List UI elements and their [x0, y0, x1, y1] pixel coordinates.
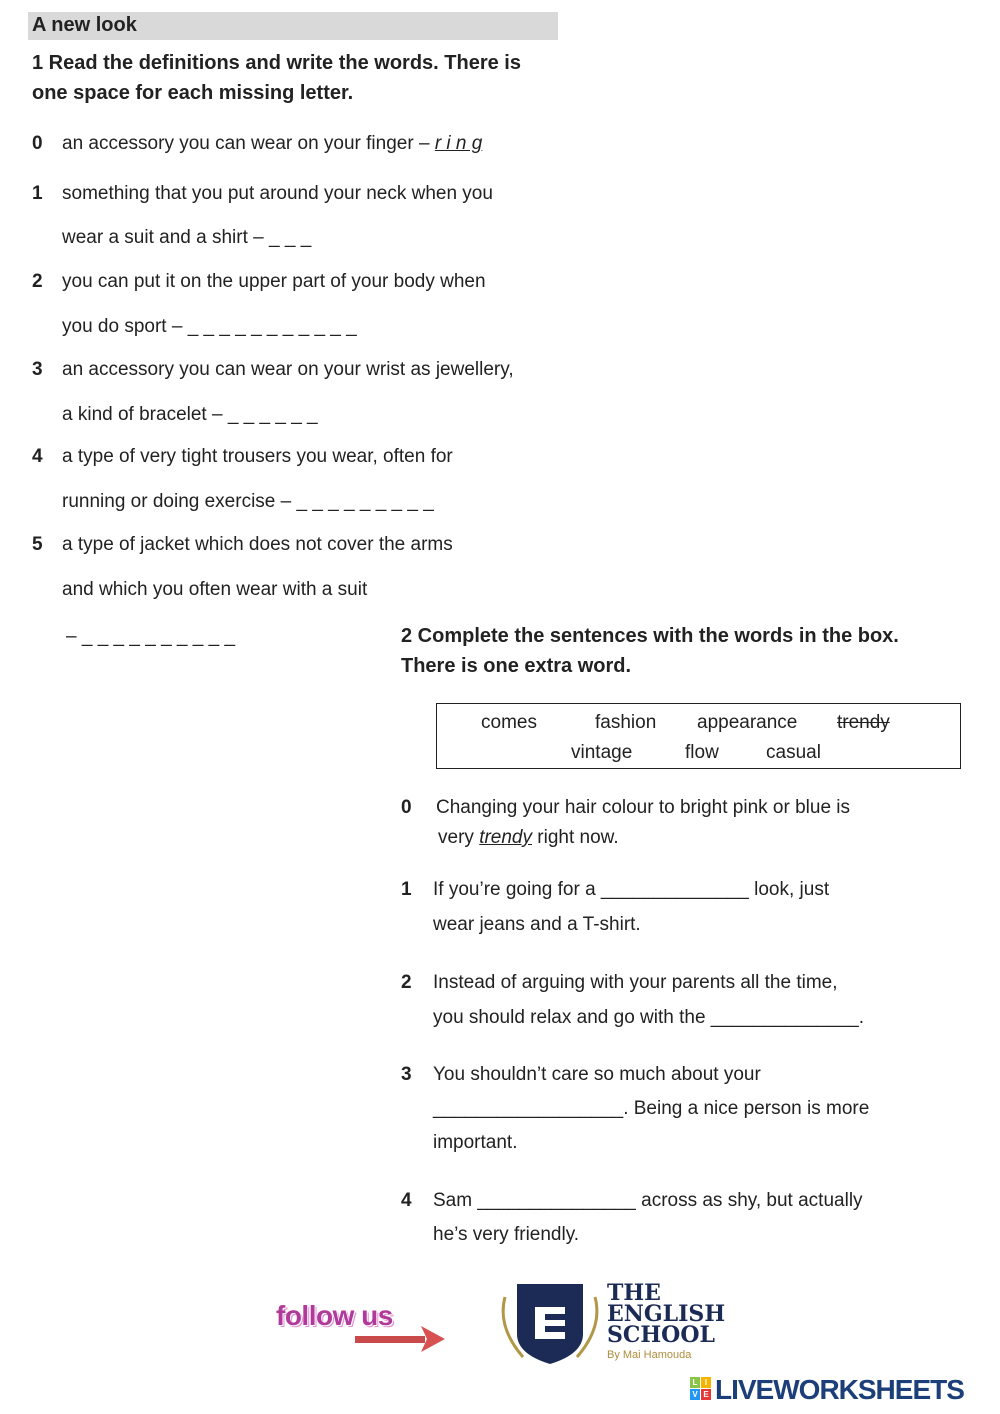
answer-blank[interactable]: – _ _ _ _ _ _ _ _ _ _: [66, 626, 236, 647]
item-text: important.: [433, 1132, 518, 1153]
ex1-item-0: [62, 132, 482, 156]
item-text: wear jeans and a T-shirt.: [433, 914, 641, 935]
lw-letter: I: [701, 1377, 711, 1388]
item-text: a type of very tight trousers you wear, often for: [62, 446, 453, 467]
answer-blank[interactable]: running or doing exercise – _ _ _ _ _ _ _ _ _: [62, 491, 434, 512]
ex1-heading: 1 Read the definitions and write the words. There is: [32, 52, 521, 74]
word: casual: [766, 742, 821, 763]
liveworksheets-logo[interactable]: [690, 1374, 964, 1406]
item-text: a type of jacket which does not cover the arms: [62, 534, 453, 555]
answer-blank[interactable]: you do sport – _ _ _ _ _ _ _ _ _ _ _: [62, 316, 357, 337]
item-text: Instead of arguing with your parents all the time,: [433, 972, 838, 993]
word: fashion: [595, 712, 657, 733]
word: comes: [481, 712, 537, 733]
item-number: 1: [401, 879, 412, 900]
word: appearance: [697, 712, 798, 733]
item-number: 0: [32, 133, 43, 154]
logo-line: ENGLISH: [607, 1301, 726, 1327]
item-text: and which you often wear with a suit: [62, 579, 368, 600]
item-text: he’s very friendly.: [433, 1224, 580, 1245]
item-text: an accessory you can wear on your wrist as jewellery,: [62, 359, 514, 380]
item-text: you can put it on the upper part of your body when: [62, 271, 486, 292]
item-text: Changing your hair colour to bright pink or blue is: [436, 797, 851, 818]
item-text: something that you put around your neck when you: [62, 183, 493, 204]
text: very: [438, 827, 480, 848]
example-answer: trendy: [479, 827, 532, 848]
word-used: trendy: [837, 712, 890, 733]
follow-us-link[interactable]: follow us: [276, 1300, 393, 1331]
school-shield-logo[interactable]: [495, 1282, 605, 1367]
ex2-heading: There is one extra word.: [401, 655, 632, 677]
answer-blank[interactable]: __________________. Being a nice person is more: [433, 1098, 870, 1119]
page-title: A new look: [32, 14, 137, 36]
liveworksheets-text: LIVEWORKSHEETS: [715, 1374, 964, 1405]
item-number: 3: [401, 1064, 412, 1085]
logo-line: SCHOOL: [607, 1322, 715, 1348]
logo-line: THE: [607, 1280, 661, 1306]
item-number: 0: [401, 797, 412, 818]
item-number: 2: [401, 972, 412, 993]
item-number: 3: [32, 359, 43, 380]
school-name: [607, 1280, 726, 1348]
item-number: 1: [32, 183, 43, 204]
item-number: 4: [32, 446, 43, 467]
text: right now.: [532, 827, 619, 848]
word: flow: [685, 742, 719, 763]
liveworksheets-icon: [690, 1377, 712, 1401]
item-number: 5: [32, 534, 43, 555]
lw-letter: E: [701, 1389, 711, 1400]
item-text: an accessory you can wear on your finger –: [62, 133, 435, 154]
answer-blank[interactable]: a kind of bracelet – _ _ _ _ _ _: [62, 404, 318, 425]
answer-blank[interactable]: you should relax and go with the ______________.: [433, 1007, 865, 1028]
lw-letter: V: [690, 1389, 700, 1400]
item-text: You shouldn’t care so much about your: [433, 1064, 761, 1085]
example-answer: r i n g: [434, 133, 483, 154]
arrow-right-icon: [355, 1326, 447, 1354]
ex2-heading: 2 Complete the sentences with the words in the box.: [401, 625, 899, 647]
answer-blank[interactable]: If you’re going for a ______________ look, just: [433, 879, 830, 900]
title-bar: [28, 12, 558, 40]
item-number: 4: [401, 1190, 412, 1211]
item-text: [438, 826, 619, 850]
answer-blank[interactable]: wear a suit and a shirt – _ _ _: [62, 227, 312, 248]
answer-blank[interactable]: Sam _______________ across as shy, but actually: [433, 1190, 863, 1211]
word: vintage: [571, 742, 633, 763]
ex1-heading: one space for each missing letter.: [32, 82, 354, 104]
word-box: [436, 703, 961, 769]
item-number: 2: [32, 271, 43, 292]
logo-byline: By Mai Hamouda: [607, 1349, 692, 1361]
lw-letter: L: [690, 1377, 700, 1388]
